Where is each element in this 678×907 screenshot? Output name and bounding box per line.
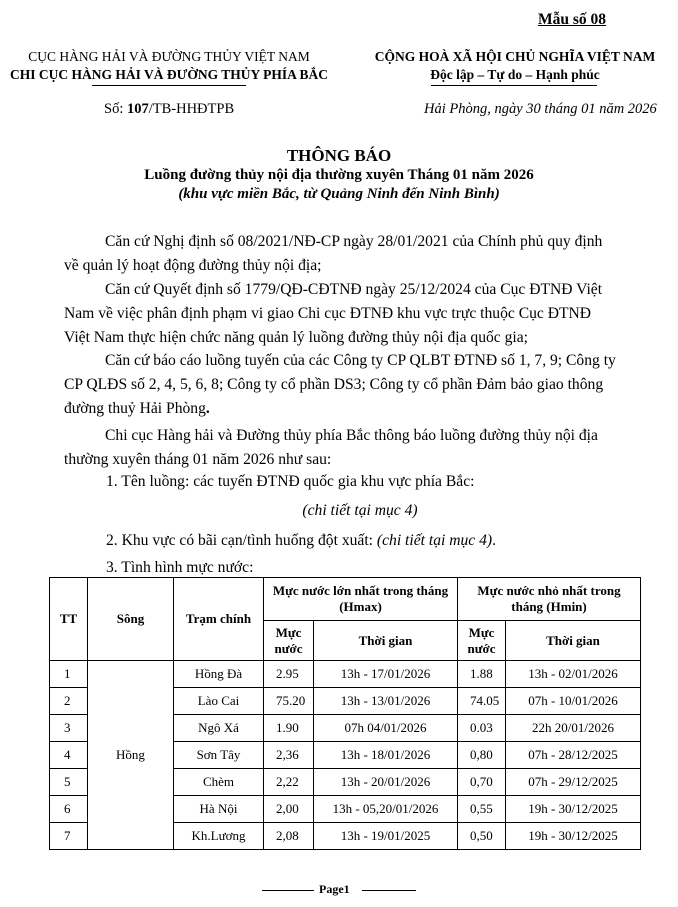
agency-line1: CỤC HÀNG HẢI VÀ ĐƯỜNG THỦY VIỆT NAM bbox=[28, 49, 310, 64]
doc-number-suffix: /TB-HHĐTPB bbox=[148, 101, 235, 117]
row-tt: 7 bbox=[50, 823, 88, 850]
water-level-table bbox=[49, 577, 641, 850]
motto-line1: CỘNG HOÀ XÃ HỘI CHỦ NGHĨA VIỆT NAM bbox=[374, 49, 656, 64]
row-station: Hà Nội bbox=[174, 796, 264, 823]
row-hmax-time: 13h - 18/01/2026 bbox=[314, 742, 458, 769]
row-tt: 3 bbox=[50, 715, 88, 742]
row-hmax-time: 13h - 13/01/2026 bbox=[314, 688, 458, 715]
header-river: Sông bbox=[88, 578, 174, 661]
row-hmax-time: 13h - 20/01/2026 bbox=[314, 769, 458, 796]
header-hmax-time: Thời gian bbox=[314, 621, 458, 661]
document-region: (khu vực miền Bắc, từ Quảng Ninh đến Ninh Bình) bbox=[178, 186, 500, 202]
header-hmin: Mực nước nhỏ nhất trong tháng (Hmin) bbox=[458, 578, 641, 621]
header-hmin-level: Mực nước bbox=[458, 621, 506, 661]
footer-rule-left bbox=[262, 890, 314, 891]
row-hmax: 2.95 bbox=[264, 661, 314, 688]
row-hmax: 75.20 bbox=[264, 688, 314, 715]
document-number bbox=[104, 101, 234, 118]
agency-header bbox=[0, 48, 338, 84]
item-2-text: 2. Khu vực có bãi cạn/tình huống đột xuất: bbox=[106, 532, 377, 549]
national-motto bbox=[346, 48, 678, 84]
row-hmax: 2,22 bbox=[264, 769, 314, 796]
row-tt: 5 bbox=[50, 769, 88, 796]
row-station: Sơn Tây bbox=[174, 742, 264, 769]
row-tt: 2 bbox=[50, 688, 88, 715]
paragraph-decision: Căn cứ Quyết định số 1779/QĐ-CĐTNĐ ngày 25/12/2024 của Cục ĐTNĐ Việt Nam về việc phân định phạm vi giao Chi cục ĐTNĐ khu vực trực thuộc Cục ĐTNĐ Việt Nam thực hiện chức năng quản lý luồng đường thủy nội địa quốc gia; bbox=[64, 281, 603, 346]
row-station: Chèm bbox=[174, 769, 264, 796]
row-tt: 6 bbox=[50, 796, 88, 823]
row-station: Ngô Xá bbox=[174, 715, 264, 742]
place-date: Hải Phòng, ngày 30 tháng 01 năm 2026 bbox=[424, 101, 657, 117]
row-hmin: 0,80 bbox=[458, 742, 506, 769]
river-name: Hồng bbox=[88, 661, 174, 850]
header-hmin-time: Thời gian bbox=[506, 621, 641, 661]
row-hmin: 74.05 bbox=[458, 688, 506, 715]
row-hmin-time: 22h 20/01/2026 bbox=[506, 715, 641, 742]
reports-text: Căn cứ báo cáo luồng tuyến của các Công ty CP QLBT ĐTNĐ số 1, 7, 9; Công ty CP QLĐS số 2, 4, 5, 6, 8; Công ty cổ phần DS3; Công ty cổ phần Đảm bảo giao thông đường thuỷ Hải Phòng bbox=[64, 352, 616, 417]
item-1-detail: (chi tiết tại mục 4) bbox=[302, 502, 418, 519]
row-hmax: 2,36 bbox=[264, 742, 314, 769]
item-2 bbox=[106, 532, 496, 550]
footer-rule-right bbox=[362, 890, 416, 891]
row-station: Kh.Lương bbox=[174, 823, 264, 850]
row-station: Lào Cai bbox=[174, 688, 264, 715]
row-hmax-time: 13h - 17/01/2026 bbox=[314, 661, 458, 688]
row-hmin: 0,70 bbox=[458, 769, 506, 796]
row-tt: 1 bbox=[50, 661, 88, 688]
row-hmax: 2,00 bbox=[264, 796, 314, 823]
paragraph-reports bbox=[64, 349, 616, 421]
row-tt: 4 bbox=[50, 742, 88, 769]
header-station: Trạm chính bbox=[174, 578, 264, 661]
document-subtitle: Luồng đường thủy nội địa thường xuyên Tháng 01 năm 2026 bbox=[144, 167, 534, 183]
row-station: Hồng Đà bbox=[174, 661, 264, 688]
row-hmin-time: 13h - 02/01/2026 bbox=[506, 661, 641, 688]
agency-underline bbox=[92, 85, 246, 86]
motto-line2: Độc lập – Tự do – Hạnh phúc bbox=[430, 67, 600, 82]
paragraph-announcement: Chi cục Hàng hải và Đường thủy phía Bắc thông báo luồng đường thủy nội địa thường xuyên tháng 01 năm 2026 như sau: bbox=[64, 427, 598, 468]
row-hmin-time: 19h - 30/12/2025 bbox=[506, 823, 641, 850]
row-hmin: 1.88 bbox=[458, 661, 506, 688]
row-hmax-time: 13h - 05,20/01/2026 bbox=[314, 796, 458, 823]
header-tt: TT bbox=[50, 578, 88, 661]
row-hmin-time: 07h - 29/12/2025 bbox=[506, 769, 641, 796]
row-hmin: 0,50 bbox=[458, 823, 506, 850]
row-hmax-time: 13h - 19/01/2025 bbox=[314, 823, 458, 850]
row-hmin-time: 07h - 10/01/2026 bbox=[506, 688, 641, 715]
item-2-detail: (chi tiết tại mục 4) bbox=[376, 532, 493, 549]
row-hmin: 0,55 bbox=[458, 796, 506, 823]
reports-period: . bbox=[205, 400, 210, 417]
item-1: 1. Tên luồng: các tuyến ĐTNĐ quốc gia khu vực phía Bắc: bbox=[106, 473, 475, 490]
doc-number-prefix: Số: bbox=[104, 101, 127, 117]
row-hmin: 0.03 bbox=[458, 715, 506, 742]
item-2-end: . bbox=[492, 532, 496, 549]
row-hmax: 2,08 bbox=[264, 823, 314, 850]
page-label: Page1 bbox=[319, 882, 350, 896]
document-title: THÔNG BÁO bbox=[286, 146, 392, 165]
paragraph-decree: Căn cứ Nghị định số 08/2021/NĐ-CP ngày 28/01/2021 của Chính phủ quy định về quản lý hoạt động đường thủy nội địa; bbox=[64, 233, 603, 274]
row-hmin-time: 19h - 30/12/2025 bbox=[506, 796, 641, 823]
table-row bbox=[50, 661, 641, 688]
header-hmax-level: Mực nước bbox=[264, 621, 314, 661]
motto-underline bbox=[431, 85, 597, 86]
doc-number-value: 107 bbox=[126, 101, 149, 117]
row-hmax: 1.90 bbox=[264, 715, 314, 742]
agency-line2: CHI CỤC HÀNG HẢI VÀ ĐƯỜNG THỦY PHÍA BẮC bbox=[9, 67, 329, 82]
row-hmin-time: 07h - 28/12/2025 bbox=[506, 742, 641, 769]
row-hmax-time: 07h 04/01/2026 bbox=[314, 715, 458, 742]
item-3: 3. Tình hình mực nước: bbox=[106, 559, 254, 576]
header-hmax: Mực nước lớn nhất trong tháng (Hmax) bbox=[264, 578, 458, 621]
form-number-label: Mẫu số 08 bbox=[538, 11, 607, 28]
